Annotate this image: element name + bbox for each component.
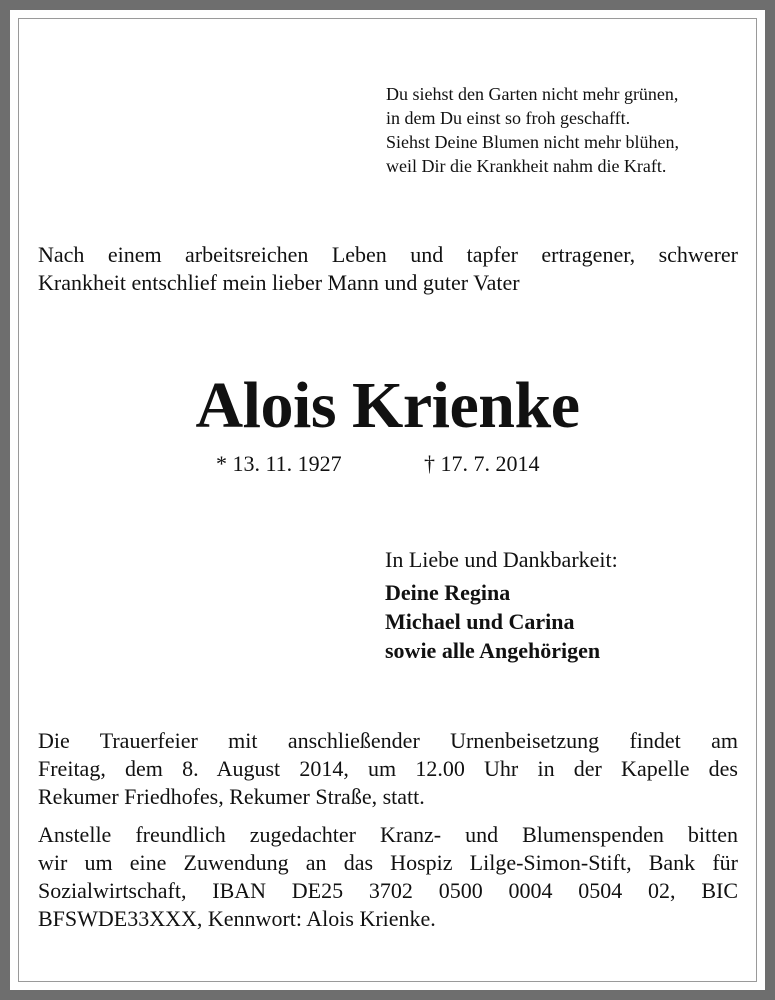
poem-line: weil Dir die Krankheit nahm die Kraft. (386, 156, 667, 176)
mourner-name: sowie alle Angehörigen (385, 638, 601, 663)
funeral-line: Freitag, dem 8. August 2014, um 12.00 Uhr in der Kapelle des (38, 756, 738, 781)
poem (386, 82, 746, 178)
donation-line: Anstelle freundlich zugedachter Kranz- und Blumenspenden bitten (38, 822, 738, 847)
intro-line: Nach einem arbeitsreichen Leben und tapfer ertragener, schwerer (38, 242, 738, 267)
donation-line: BFSWDE33XXX, Kennwort: Alois Krienke. (38, 906, 436, 931)
funeral-info (38, 727, 738, 811)
poem-line: Siehst Deine Blumen nicht mehr blühen, (386, 132, 679, 152)
mourners-list (385, 578, 600, 665)
deceased-name: Alois Krienke (195, 369, 580, 442)
poem-line: Du siehst den Garten nicht mehr grünen, (386, 84, 679, 104)
funeral-line: Rekumer Friedhofes, Rekumer Straße, statt. (38, 784, 425, 809)
mourner-name: Deine Regina (385, 580, 511, 605)
birth-date: * 13. 11. 1927 (216, 451, 342, 476)
intro-text (38, 241, 738, 297)
donation-line: Sozialwirtschaft, IBAN DE25 3702 0500 0004 0504 02, BIC (38, 878, 738, 903)
death-date: † 17. 7. 2014 (424, 451, 540, 476)
poem-line: in dem Du einst so froh geschafft. (386, 108, 631, 128)
funeral-line: Die Trauerfeier mit anschließender Urnenbeisetzung findet am (38, 728, 738, 753)
intro-line: Krankheit entschlief mein lieber Mann und guter Vater (38, 270, 520, 295)
mourners-heading: In Liebe und Dankbarkeit: (385, 547, 618, 572)
donation-info (38, 821, 738, 933)
donation-line: wir um eine Zuwendung an das Hospiz Lilge-Simon-Stift, Bank für (38, 850, 738, 875)
mourner-name: Michael und Carina (385, 609, 575, 634)
